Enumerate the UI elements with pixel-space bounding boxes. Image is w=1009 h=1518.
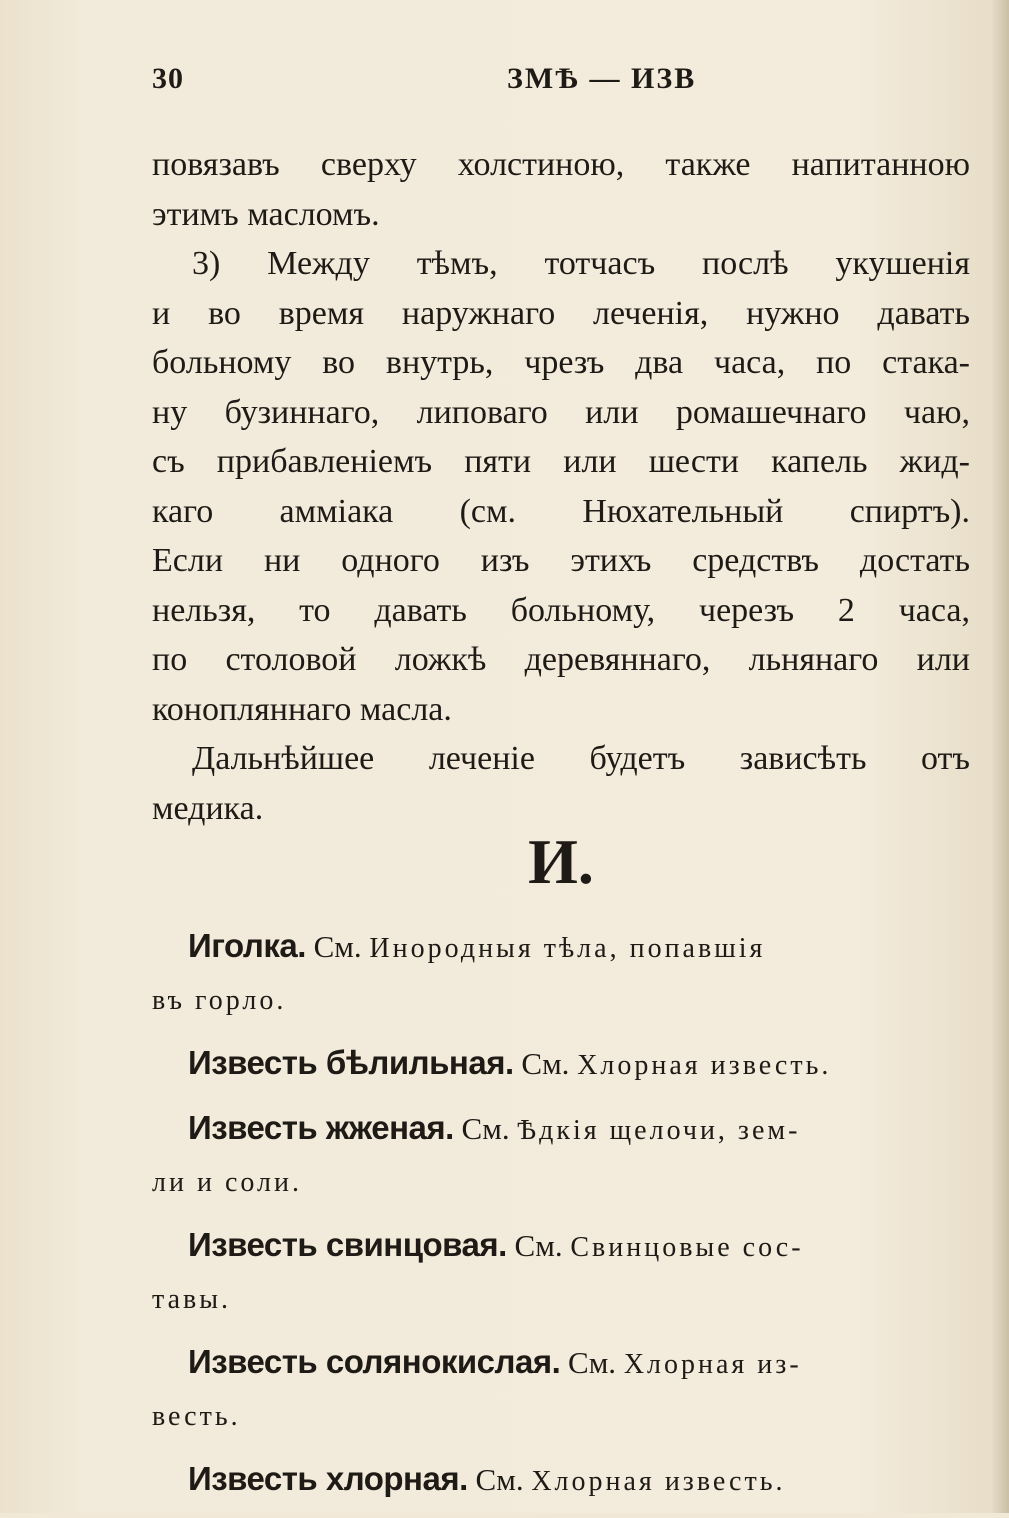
cross-reference-continued: тавы. <box>152 1284 232 1315</box>
text-line: больному во внутрь, чрезъ два часа, по стака- <box>152 344 970 381</box>
see-label: См. <box>521 1046 570 1081</box>
text-line: этимъ масломъ. <box>152 195 380 233</box>
text-line: Если ни одного изъ этихъ средствъ достать <box>152 542 970 579</box>
text-line: и во время наружнаго леченія, нужно давать <box>152 294 970 332</box>
cross-reference: Инородныя тѣла, попавшія <box>369 933 766 964</box>
text-line: по столовой ложкѣ деревяннаго, льнянаго или <box>152 641 970 678</box>
see-label: См. <box>461 1111 510 1146</box>
text-line: каго амміака (см. Нюхательный спиртъ). <box>152 492 970 530</box>
entry-term: Иголка. <box>188 927 306 964</box>
dictionary-entries <box>152 920 970 1518</box>
see-label: См. <box>313 929 362 964</box>
running-head: ЗМѢ — ИЗВ <box>507 62 697 95</box>
text-line: медика. <box>152 789 264 827</box>
body-text <box>152 140 970 833</box>
cross-reference: Хлорная известь. <box>531 1466 786 1497</box>
see-label: См. <box>514 1228 563 1263</box>
entry <box>152 1102 970 1209</box>
entry <box>152 1037 970 1092</box>
cross-reference-continued: ли и соли. <box>152 1167 302 1198</box>
text-line: ну бузиннаго, липоваго или ромашечнаго чаю, <box>152 393 970 431</box>
entry <box>152 1453 970 1508</box>
entry-term: Известь хлорная. <box>188 1460 468 1497</box>
section-letter: И. <box>528 826 594 897</box>
entry-term: Известь бѣлильная. <box>188 1044 514 1081</box>
cross-reference: Хлорная из- <box>623 1349 802 1380</box>
page-edge-shadow <box>991 0 1009 1513</box>
text-line: съ прибавленіемъ пяти или шести капель жид- <box>152 443 970 480</box>
text-line: повязавъ сверху холстиною, также напитанною <box>152 146 970 183</box>
page-header <box>152 62 972 102</box>
see-label: См. <box>568 1345 617 1380</box>
text-line: конопляннаго масла. <box>152 690 452 728</box>
text-line: 3) Между тѣмъ, тотчасъ послѣ укушенія <box>192 245 970 282</box>
see-label: См. <box>475 1462 524 1497</box>
text-line: Дальнѣйшее леченіе будетъ зависѣть отъ <box>192 740 970 777</box>
cross-reference: Свинцовые сос- <box>570 1232 804 1263</box>
entry-term: Известь жженая. <box>188 1109 454 1146</box>
page-number: 30 <box>152 62 184 95</box>
entry <box>152 1219 970 1326</box>
entry-term: Известь свинцовая. <box>188 1226 507 1263</box>
cross-reference-continued: въ горло. <box>152 985 287 1016</box>
cross-reference: Ѣдкія щелочи, зем- <box>517 1115 801 1146</box>
entry-term: Известь солянокислая. <box>188 1343 561 1380</box>
entry <box>152 1336 970 1443</box>
entry <box>152 920 970 1027</box>
text-line: нельзя, то давать больному, черезъ 2 часа, <box>152 591 970 629</box>
cross-reference: Хлорная известь. <box>577 1050 832 1081</box>
cross-reference-continued: весть. <box>152 1401 241 1432</box>
